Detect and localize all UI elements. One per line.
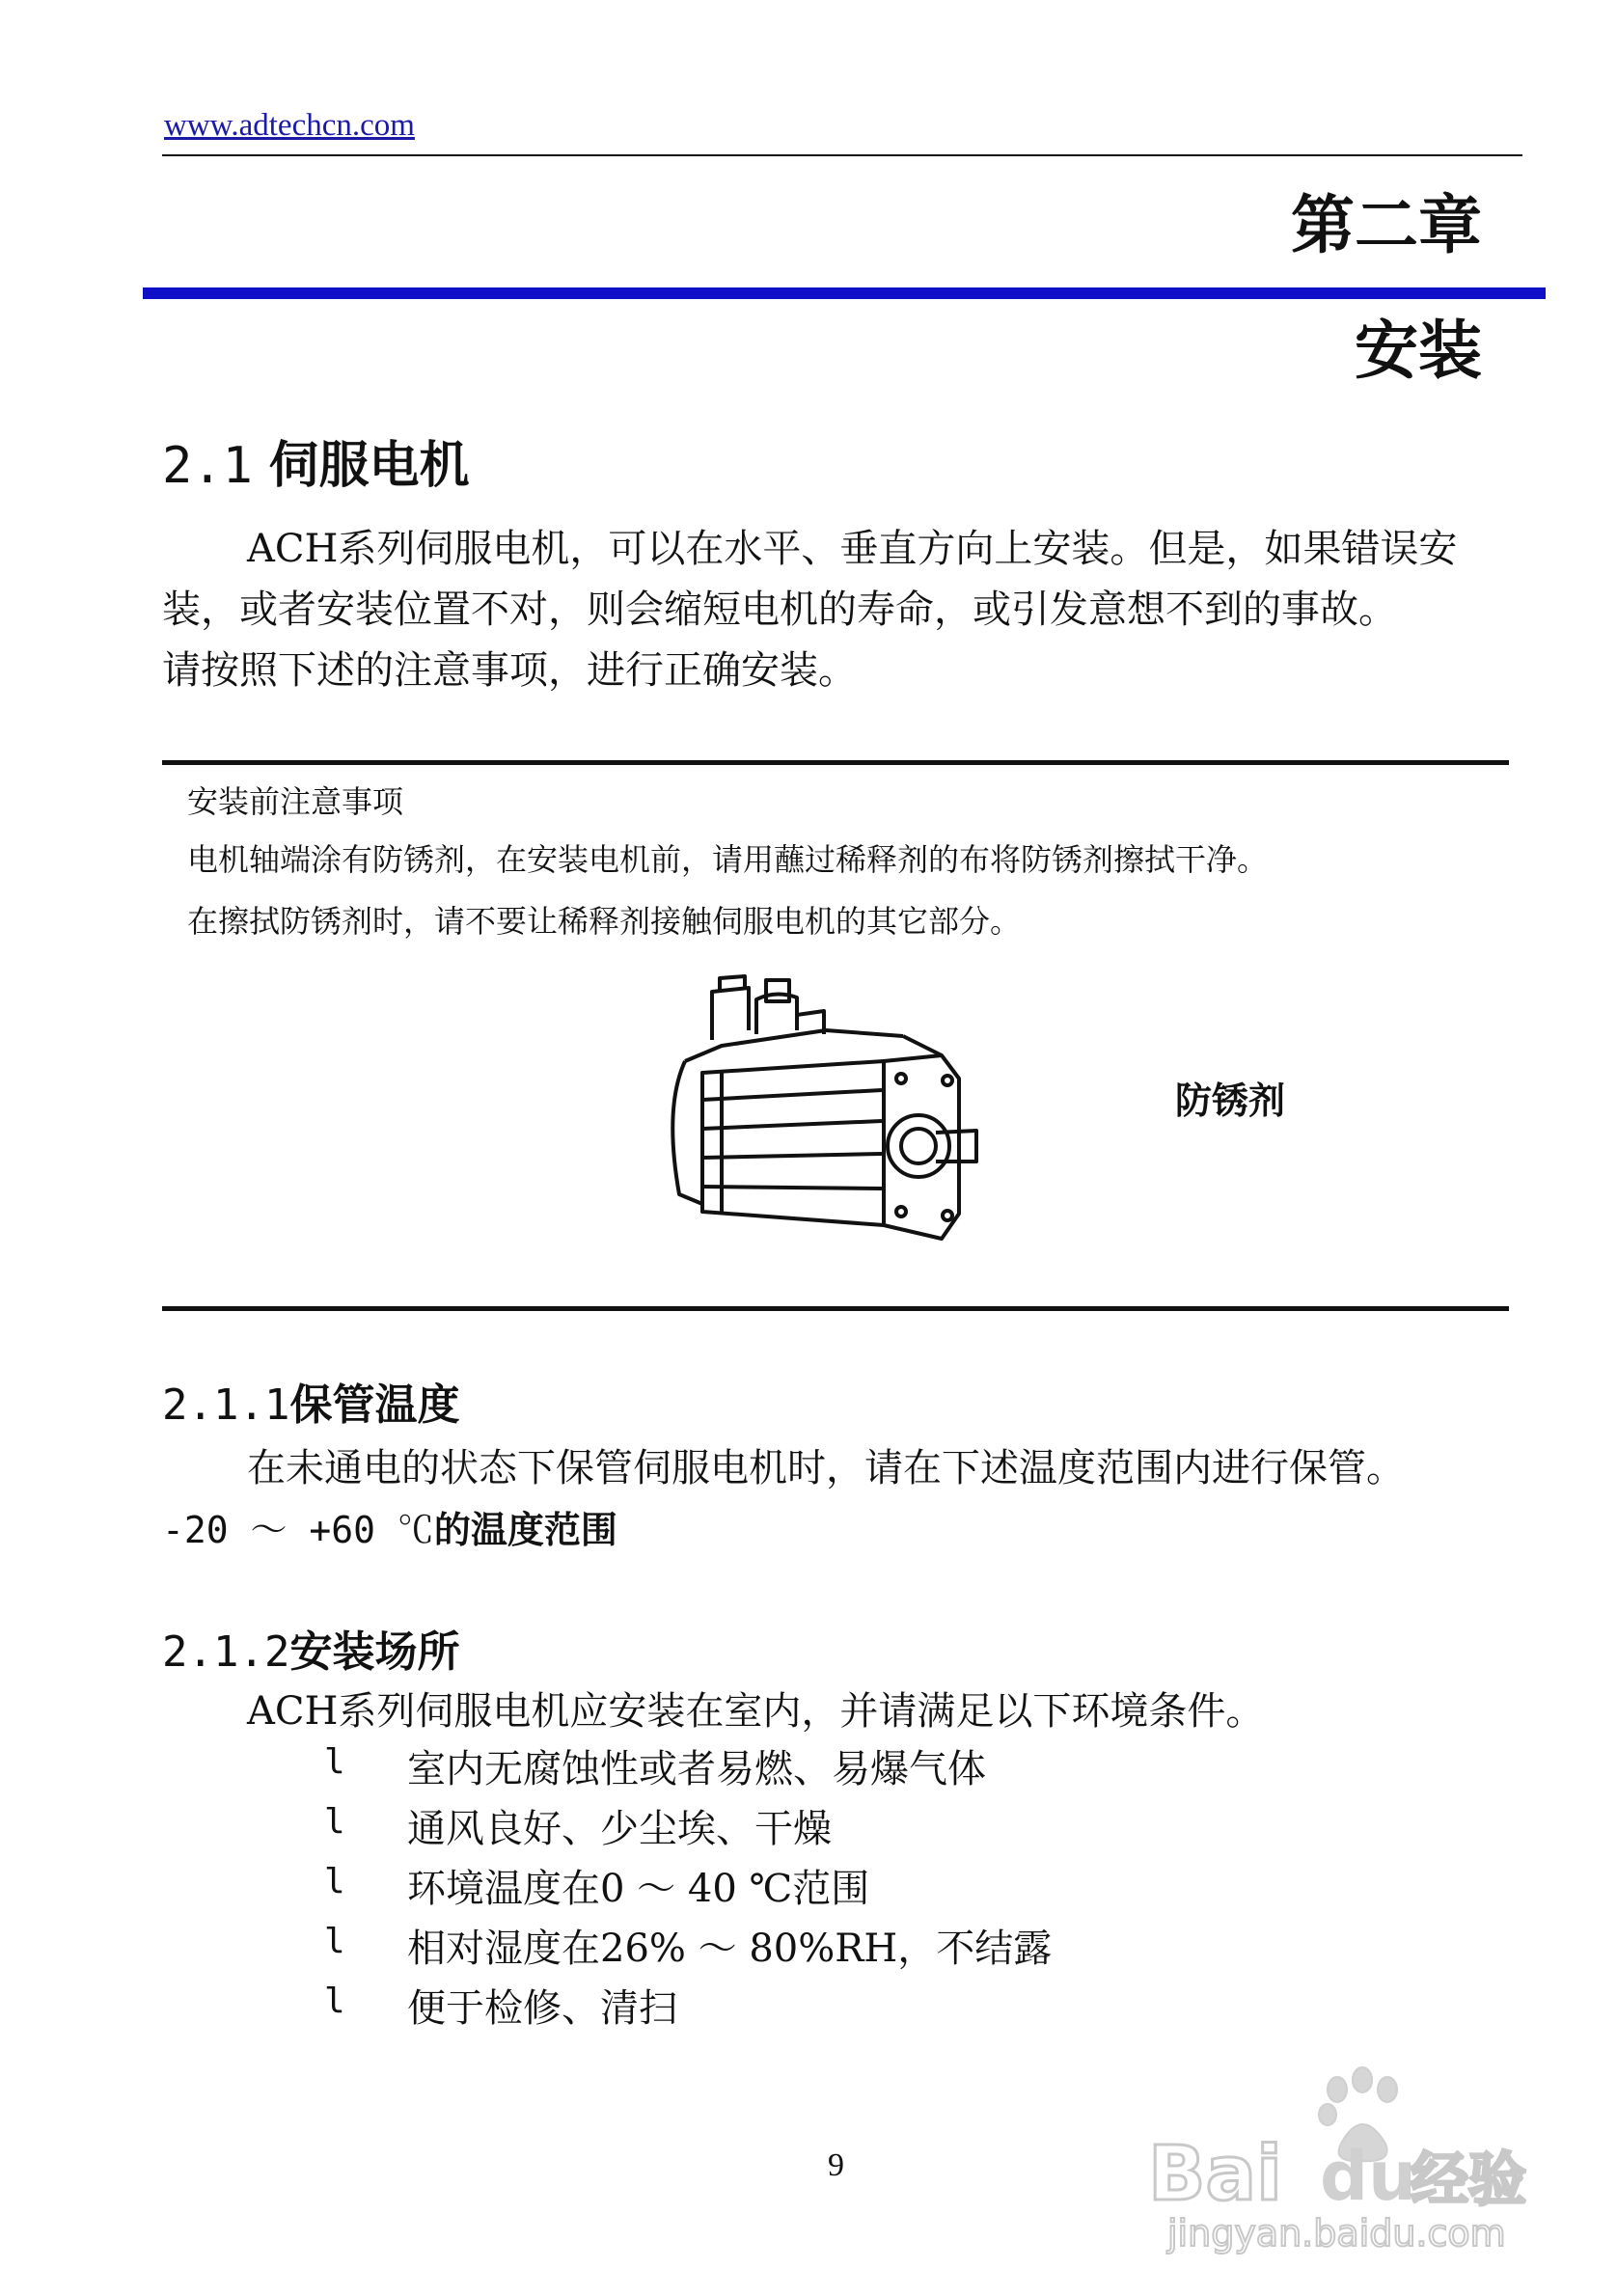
section-heading-2-1-2 — [162, 1617, 459, 1679]
bullet-marker: l — [324, 1862, 345, 1901]
chapter-title: 第二章 — [1291, 188, 1482, 262]
storage-temperature-range — [162, 1500, 617, 1553]
watermark-url: jingyan.baidu.com — [1167, 2212, 1506, 2255]
condition-item: 通风良好、少尘埃、干燥 — [407, 1807, 832, 1851]
installation-site-intro: ACH系列伺服电机应安装在室内，并请满足以下环境条件。 — [247, 1689, 1265, 1734]
notice-line: 在擦拭防锈剂时，请不要让稀释剂接触伺服电机的其它部分。 — [187, 903, 1022, 940]
notice-box-top-rule — [162, 760, 1509, 765]
condition-item: 便于检修、清扫 — [407, 1986, 677, 2031]
header-rule — [162, 154, 1522, 156]
intro-paragraph — [162, 519, 1513, 701]
watermark-cn: 经验 — [1411, 2146, 1526, 2214]
notice-line: 电机轴端涂有防锈剂，在安装电机前，请用蘸过稀释剂的布将防锈剂擦拭干净。 — [187, 841, 1269, 878]
bullet-marker: l — [324, 1742, 345, 1782]
section-title: 伺服电机 — [268, 437, 470, 495]
chapter-divider-bar — [143, 287, 1546, 299]
condition-item: 室内无腐蚀性或者易燃、易爆气体 — [407, 1747, 986, 1791]
notice-title: 安装前注意事项 — [187, 783, 404, 820]
paragraph-line: 装，或者安装位置不对，则会缩短电机的寿命，或引发意想不到的事故。 — [162, 588, 1397, 632]
section-number: 2.1 — [162, 437, 253, 495]
condition-item: 相对湿度在26% ～ 80%RH，不结露 — [407, 1927, 1053, 1971]
temperature-range-values: -20 ～ +60 ℃ — [162, 1509, 434, 1551]
baidu-jingyan-watermark — [1148, 2055, 1534, 2257]
chapter-subtitle: 安装 — [1355, 314, 1482, 388]
page-number: 9 — [828, 2147, 844, 2183]
watermark-brand-du: du — [1320, 2137, 1416, 2216]
bullet-marker: l — [324, 1802, 345, 1842]
section-heading-2-1-1 — [162, 1370, 459, 1432]
section-title: 安装场所 — [289, 1627, 460, 1677]
paragraph-line: 请按照下述的注意事项，进行正确安装。 — [162, 648, 857, 693]
servo-motor-illustration — [652, 972, 980, 1271]
bullet-marker: l — [324, 1982, 345, 2021]
section-title: 保管温度 — [289, 1380, 460, 1430]
storage-temperature-text: 在未通电的状态下保管伺服电机时，请在下述温度范围内进行保管。 — [247, 1446, 1405, 1490]
bullet-marker: l — [324, 1922, 345, 1961]
paragraph-line: ACH系列伺服电机，可以在水平、垂直方向上安装。但是，如果错误安 — [247, 527, 1458, 571]
condition-item: 环境温度在0 ～ 40 ℃范围 — [407, 1867, 870, 1911]
rust-inhibitor-label: 防锈剂 — [1175, 1080, 1286, 1122]
section-number: 2.1.1 — [162, 1380, 290, 1430]
section-heading-2-1 — [162, 424, 469, 497]
temperature-range-suffix: 的温度范围 — [433, 1509, 617, 1551]
section-number: 2.1.2 — [162, 1627, 290, 1677]
notice-box-bottom-rule — [162, 1306, 1509, 1311]
watermark-brand: Bai — [1148, 2131, 1282, 2218]
website-url[interactable]: www.adtechcn.com — [164, 108, 415, 143]
